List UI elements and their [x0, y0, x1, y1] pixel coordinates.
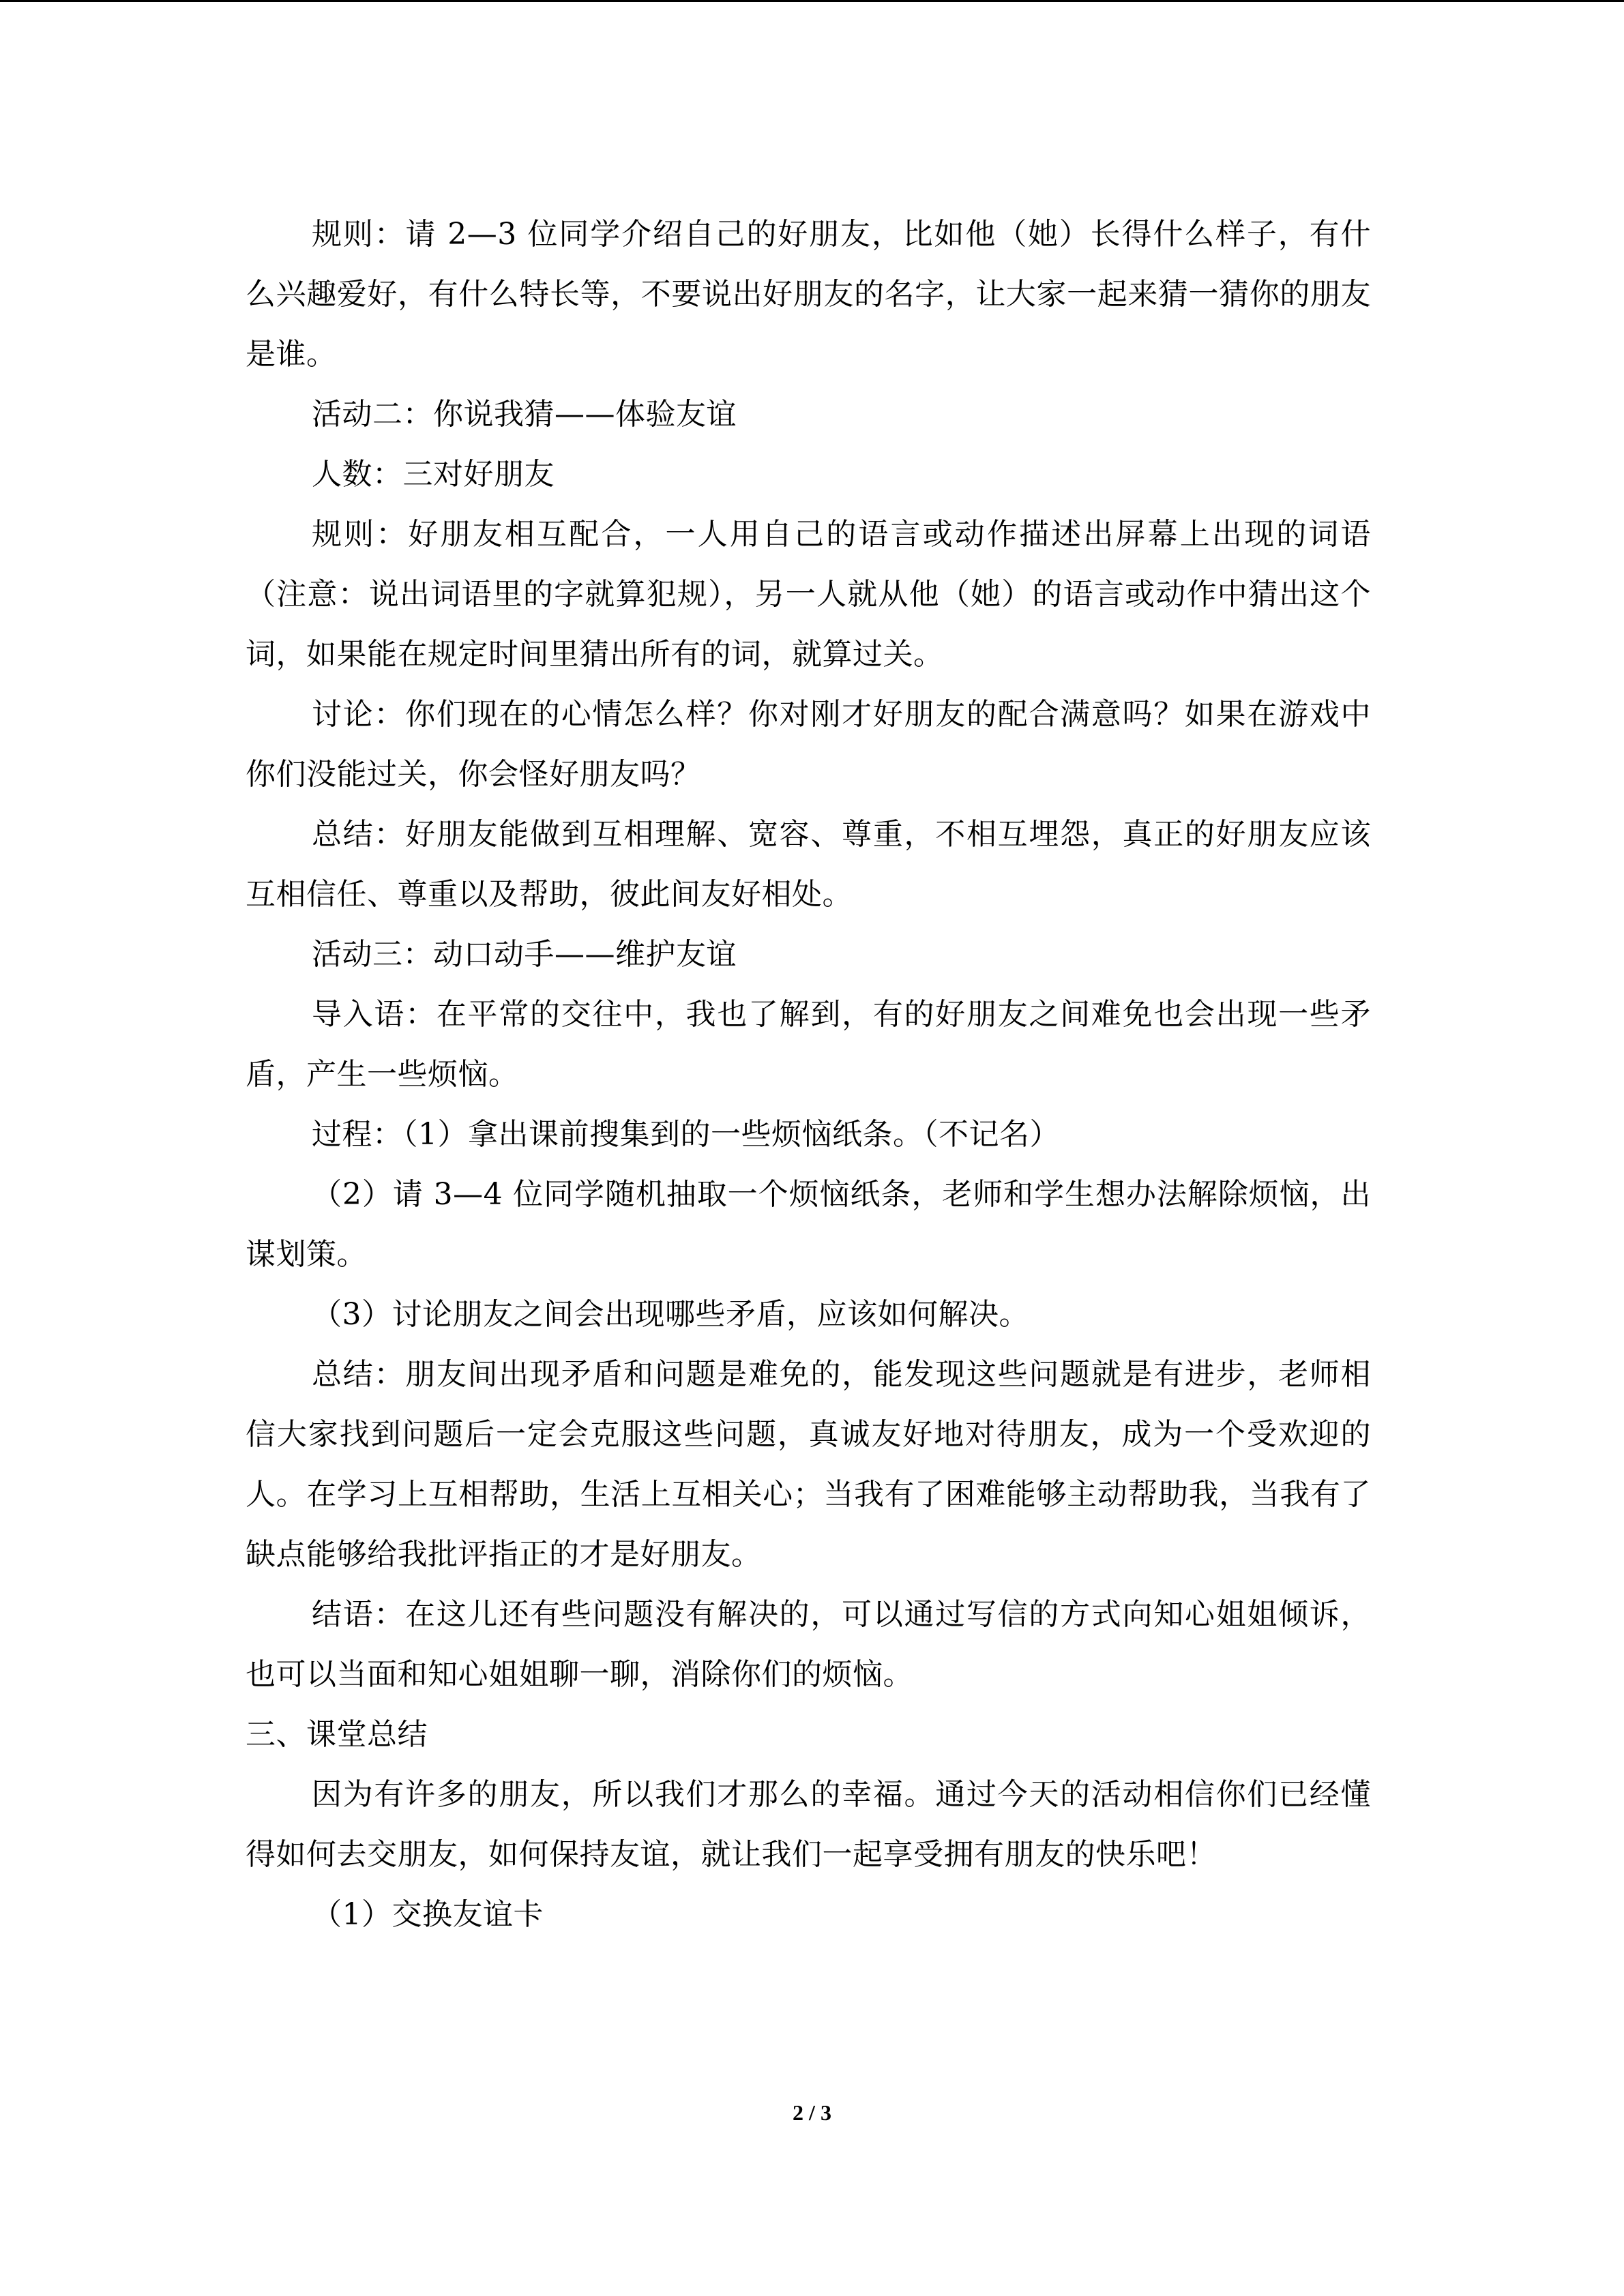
paragraph-introduction: 导入语：在平常的交往中，我也了解到，有的好朋友之间难免也会出现一些矛盾，产生一些烦恼。 [246, 997, 1371, 1092]
paragraph-activity-three-title: 活动三：动口动手——维护友谊 [312, 937, 737, 972]
top-border-line [0, 0, 1624, 2]
paragraph-activity-two-title: 活动二：你说我猜——体验友谊 [312, 397, 737, 432]
paragraph-process-step-3: （3）讨论朋友之间会出现哪些矛盾，应该如何解决。 [312, 1297, 1029, 1332]
paragraph-participants: 人数：三对好朋友 [312, 457, 555, 492]
section-heading-class-summary: 三、课堂总结 [246, 1717, 428, 1752]
paragraph-process-step-2: （2）请 3—4 位同学随机抽取一个烦恼纸条，老师和学生想办法解除烦恼，出谋划策。 [246, 1177, 1371, 1272]
paragraph-closing-remarks: 结语：在这儿还有些问题没有解决的，可以通过写信的方式向知心姐姐倾诉，也可以当面和知心姐姐聊一聊，消除你们的烦恼。 [246, 1597, 1371, 1692]
paragraph-rule-intro: 规则：请 2—3 位同学介绍自己的好朋友，比如他（她）长得什么样子，有什么兴趣爱好，有什么特长等，不要说出好朋友的名字，让大家一起来猜一猜你的朋友是谁。 [246, 217, 1371, 372]
paragraph-summary-two: 总结：朋友间出现矛盾和问题是难免的，能发现这些问题就是有进步，老师相信大家找到问题后一定会克服这些问题，真诚友好地对待朋友，成为一个受欢迎的人。在学习上互相帮助，生活上互相关心；当我有了困难能够主动帮助我，当我有了缺点能够给我批评指正的才是好朋友。 [246, 1357, 1371, 1572]
page-number: 2 / 3 [793, 2100, 831, 2125]
paragraph-discussion: 讨论：你们现在的心情怎么样？你对刚才好朋友的配合满意吗？如果在游戏中你们没能过关，你会怪好朋友吗？ [246, 697, 1371, 792]
paragraph-summary-one: 总结：好朋友能做到互相理解、宽容、尊重，不相互埋怨，真正的好朋友应该互相信任、尊重以及帮助，彼此间友好相处。 [246, 817, 1371, 912]
paragraph-process-step-1: 过程：（1）拿出课前搜集到的一些烦恼纸条。（不记名） [312, 1117, 1060, 1152]
document-body [246, 205, 1371, 1945]
paragraph-class-summary: 因为有许多的朋友，所以我们才那么的幸福。通过今天的活动相信你们已经懂得如何去交朋友，如何保持友谊，就让我们一起享受拥有朋友的快乐吧！ [246, 1777, 1371, 1872]
paragraph-exchange-cards: （1）交换友谊卡 [312, 1897, 544, 1932]
paragraph-rule-game: 规则：好朋友相互配合，一人用自己的语言或动作描述出屏幕上出现的词语（注意：说出词语里的字就算犯规），另一人就从他（她）的语言或动作中猜出这个词，如果能在规定时间里猜出所有的词，就算过关。 [246, 517, 1371, 672]
